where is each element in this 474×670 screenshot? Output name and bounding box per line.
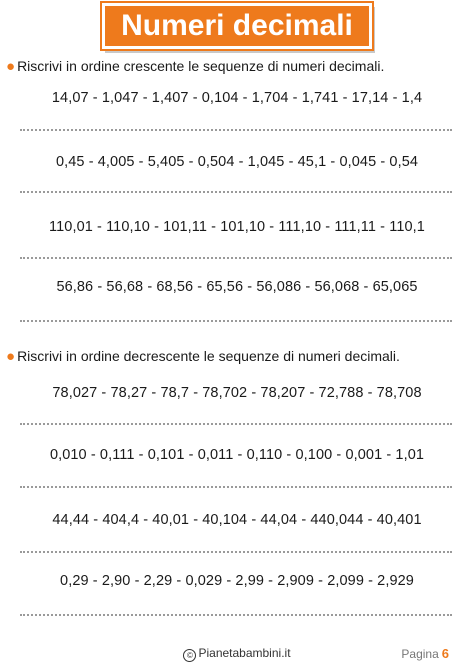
number-sequence: 0,45 - 4,005 - 5,405 - 0,504 - 1,045 - 45,1 - 0,045 - 0,54 xyxy=(55,154,419,170)
answer-line[interactable] xyxy=(20,129,452,131)
bullet-icon: ● xyxy=(6,58,16,75)
instruction-line xyxy=(6,348,400,365)
answer-line[interactable] xyxy=(20,423,452,425)
bullet-icon: ● xyxy=(6,348,16,365)
number-sequence: 0,29 - 2,90 - 2,29 - 0,029 - 2,99 - 2,909 - 2,099 - 2,929 xyxy=(60,573,414,589)
page-label: Pagina xyxy=(401,647,439,661)
instruction-text: Riscrivi in ordine decrescente le sequenze di numeri decimali. xyxy=(17,348,400,364)
copyright-circle-icon: © xyxy=(183,649,196,662)
number-sequence: 14,07 - 1,047 - 1,407 - 0,104 - 1,704 - 1,741 - 17,14 - 1,4 xyxy=(51,90,423,106)
page-indicator xyxy=(401,646,449,661)
number-sequence: 78,027 - 78,27 - 78,7 - 78,702 - 78,207 - 72,788 - 78,708 xyxy=(52,385,422,401)
answer-line[interactable] xyxy=(20,551,452,553)
number-sequence: 0,010 - 0,111 - 0,101 - 0,011 - 0,110 - 0,100 - 0,001 - 1,01 xyxy=(49,447,425,463)
answer-line[interactable] xyxy=(20,191,452,193)
answer-line[interactable] xyxy=(20,614,452,616)
answer-line[interactable] xyxy=(20,257,452,259)
answer-line[interactable] xyxy=(20,320,452,322)
instruction-line xyxy=(6,58,384,75)
number-sequence: 110,01 - 110,10 - 101,11 - 101,10 - 111,10 - 111,11 - 110,1 xyxy=(49,219,425,235)
number-sequence: 56,86 - 56,68 - 68,56 - 65,56 - 56,086 - 56,068 - 65,065 xyxy=(56,279,418,295)
page-number: 6 xyxy=(441,646,449,661)
answer-line[interactable] xyxy=(20,486,452,488)
number-sequence: 44,44 - 404,4 - 40,01 - 40,104 - 44,04 - 440,044 - 40,401 xyxy=(52,512,422,528)
instruction-text: Riscrivi in ordine crescente le sequenze di numeri decimali. xyxy=(17,58,385,74)
title-area xyxy=(0,0,474,52)
logo-text: Pianetabambini.it xyxy=(198,646,291,660)
page-title: Numeri decimali xyxy=(102,3,372,49)
